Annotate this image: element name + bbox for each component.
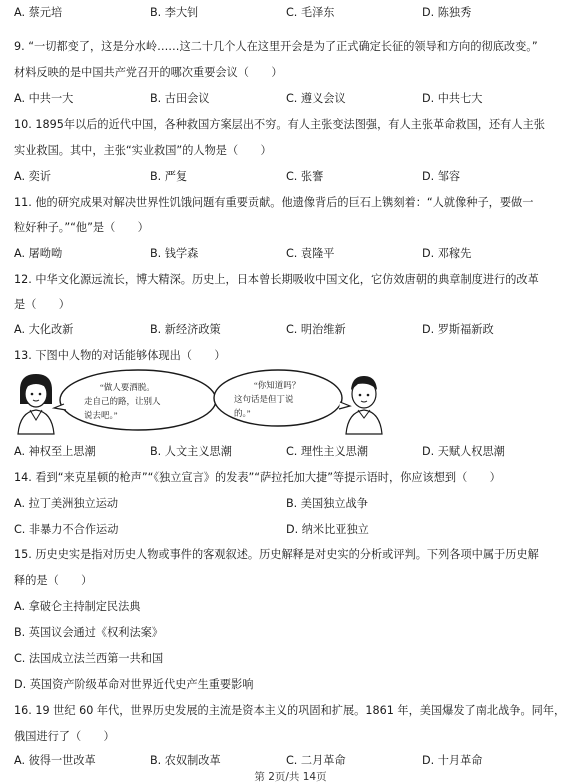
q13-option-b[interactable]: B. 人文主义思潮 (150, 445, 232, 458)
q8-option-c[interactable]: C. 毛泽东 (286, 6, 335, 19)
q10-option-a[interactable]: A. 奕䜣 (14, 170, 51, 183)
q13-stem-line1: 13. 下图中人物的对话能够体现出（ ） (14, 349, 226, 362)
left-speech-bubble (54, 370, 216, 430)
q14-options-row2 (14, 523, 574, 537)
q13-option-a[interactable]: A. 神权至上思潮 (14, 445, 96, 458)
q14-option-c[interactable]: C. 非暴力不合作运动 (14, 523, 119, 536)
q11-option-a[interactable]: A. 屠呦呦 (14, 247, 63, 260)
q12-option-b[interactable]: B. 新经济政策 (150, 323, 221, 336)
q9-option-c[interactable]: C. 遵义会议 (286, 92, 346, 105)
q15-stem-line1: 15. 历史史实是指对历史人物或事件的客观叙述。历史解释是对史实的分析或评判。下列各项中属于历史解 (14, 548, 539, 561)
q16-options (14, 754, 574, 768)
q8-option-d[interactable]: D. 陈独秀 (422, 6, 472, 19)
q14-options-row1 (14, 497, 574, 511)
q12-stem-line2: 是（ ） (14, 298, 70, 311)
left-bubble-line2: 走自己的路，让别人 (84, 396, 161, 406)
q12-option-d[interactable]: D. 罗斯福新政 (422, 323, 494, 336)
q10-options (14, 170, 574, 184)
right-bubble-line3: 的。” (234, 408, 251, 418)
q15-option-c[interactable]: C. 法国成立法兰西第一共和国 (14, 652, 164, 665)
woman-figure (18, 374, 54, 434)
q9-option-a[interactable]: A. 中共一大 (14, 92, 74, 105)
q16-stem-line2: 俄国进行了（ ） (14, 730, 115, 743)
q9-options (14, 92, 574, 106)
q13-option-c[interactable]: C. 理性主义思潮 (286, 445, 369, 458)
q15-stem-line2: 释的是（ ） (14, 574, 93, 587)
q16-stem-line1: 16. 19 世纪 60 年代，世界历史发展的主流是资本主义的巩固和扩展。1861 年，美国爆发了南北战争。同年， (14, 704, 566, 717)
right-bubble-line1: “你知道吗？ (254, 380, 301, 390)
q16-option-d[interactable]: D. 十月革命 (422, 754, 483, 767)
q10-option-d[interactable]: D. 邹容 (422, 170, 461, 183)
q9-option-d[interactable]: D. 中共七大 (422, 92, 483, 105)
dialogue-illustration (14, 368, 554, 436)
q12-stem-line1: 12. 中华文化源远流长，博大精深。历史上，日本曾长期吸收中国文化，它仿效唐朝的典章制度进行的改革 (14, 273, 539, 286)
q9-stem-line1: 9. “一切都变了，这是分水岭……这二十几个人在这里开会是为了正式确定长征的领导和方向的彻底改变。” (14, 40, 538, 53)
q9-option-b[interactable]: B. 古田会议 (150, 92, 210, 105)
q10-stem-line2: 实业救国。其中，主张“实业救国”的人物是（ ） (14, 144, 272, 157)
right-bubble-line2: 这句话是但丁说 (234, 394, 294, 404)
q10-stem-line1: 10. 1895年以后的近代中国，各种救国方案层出不穷。有人主张变法图强，有人主张革命救国，还有人主张 (14, 118, 545, 131)
q14-option-d[interactable]: D. 纳米比亚独立 (286, 523, 369, 536)
q15-option-a[interactable]: A. 拿破仑主持制定民法典 (14, 600, 141, 613)
right-speech-bubble (214, 370, 350, 426)
q16-option-b[interactable]: B. 农奴制改革 (150, 754, 221, 767)
q12-option-c[interactable]: C. 明治维新 (286, 323, 346, 336)
q10-option-b[interactable]: B. 严复 (150, 170, 188, 183)
boy-figure (346, 376, 382, 434)
q11-options (14, 247, 574, 261)
q14-stem-line1: 14. 看到“来克星顿的枪声”“《独立宣言》的发表”“萨拉托加大捷”等提示语时，你应该想到（ ） (14, 471, 501, 484)
q10-option-c[interactable]: C. 张謇 (286, 170, 324, 183)
q8-options (14, 6, 574, 20)
q11-stem-line2: 粒好种子。”“他”是（ ） (14, 221, 149, 234)
q11-stem-line1: 11. 他的研究成果对解决世界性饥饿问题有重要贡献。他遗像背后的巨石上镌刻着：“人就像种子，要做一 (14, 196, 534, 209)
q11-option-c[interactable]: C. 袁隆平 (286, 247, 335, 260)
q14-option-a[interactable]: A. 拉丁美洲独立运动 (14, 497, 119, 510)
q14-option-b[interactable]: B. 美国独立战争 (286, 497, 368, 510)
q15-option-d[interactable]: D. 英国资产阶级革命对世界近代史产生重要影响 (14, 678, 254, 691)
q15-option-b[interactable]: B. 英国议会通过《权利法案》 (14, 626, 164, 639)
q13-option-d[interactable]: D. 天赋人权思潮 (422, 445, 505, 458)
q12-options (14, 323, 574, 337)
q11-option-b[interactable]: B. 钱学森 (150, 247, 199, 260)
dialogue-figure-svg (14, 368, 554, 436)
q8-option-b[interactable]: B. 李大钊 (150, 6, 199, 19)
q12-option-a[interactable]: A. 大化改新 (14, 323, 74, 336)
left-bubble-line1: “做人要洒脱。 (100, 382, 155, 392)
q16-option-a[interactable]: A. 彼得一世改革 (14, 754, 96, 767)
left-bubble-line3: 说去吧。” (84, 410, 118, 420)
q11-option-d[interactable]: D. 邓稼先 (422, 247, 472, 260)
q13-options (14, 445, 574, 459)
q9-stem-line2: 材料反映的是中国共产党召开的哪次重要会议（ ） (14, 66, 283, 79)
page-footer: 第 2页/共 14页 (254, 771, 327, 783)
q8-option-a[interactable]: A. 蔡元培 (14, 6, 63, 19)
q16-option-c[interactable]: C. 二月革命 (286, 754, 346, 767)
